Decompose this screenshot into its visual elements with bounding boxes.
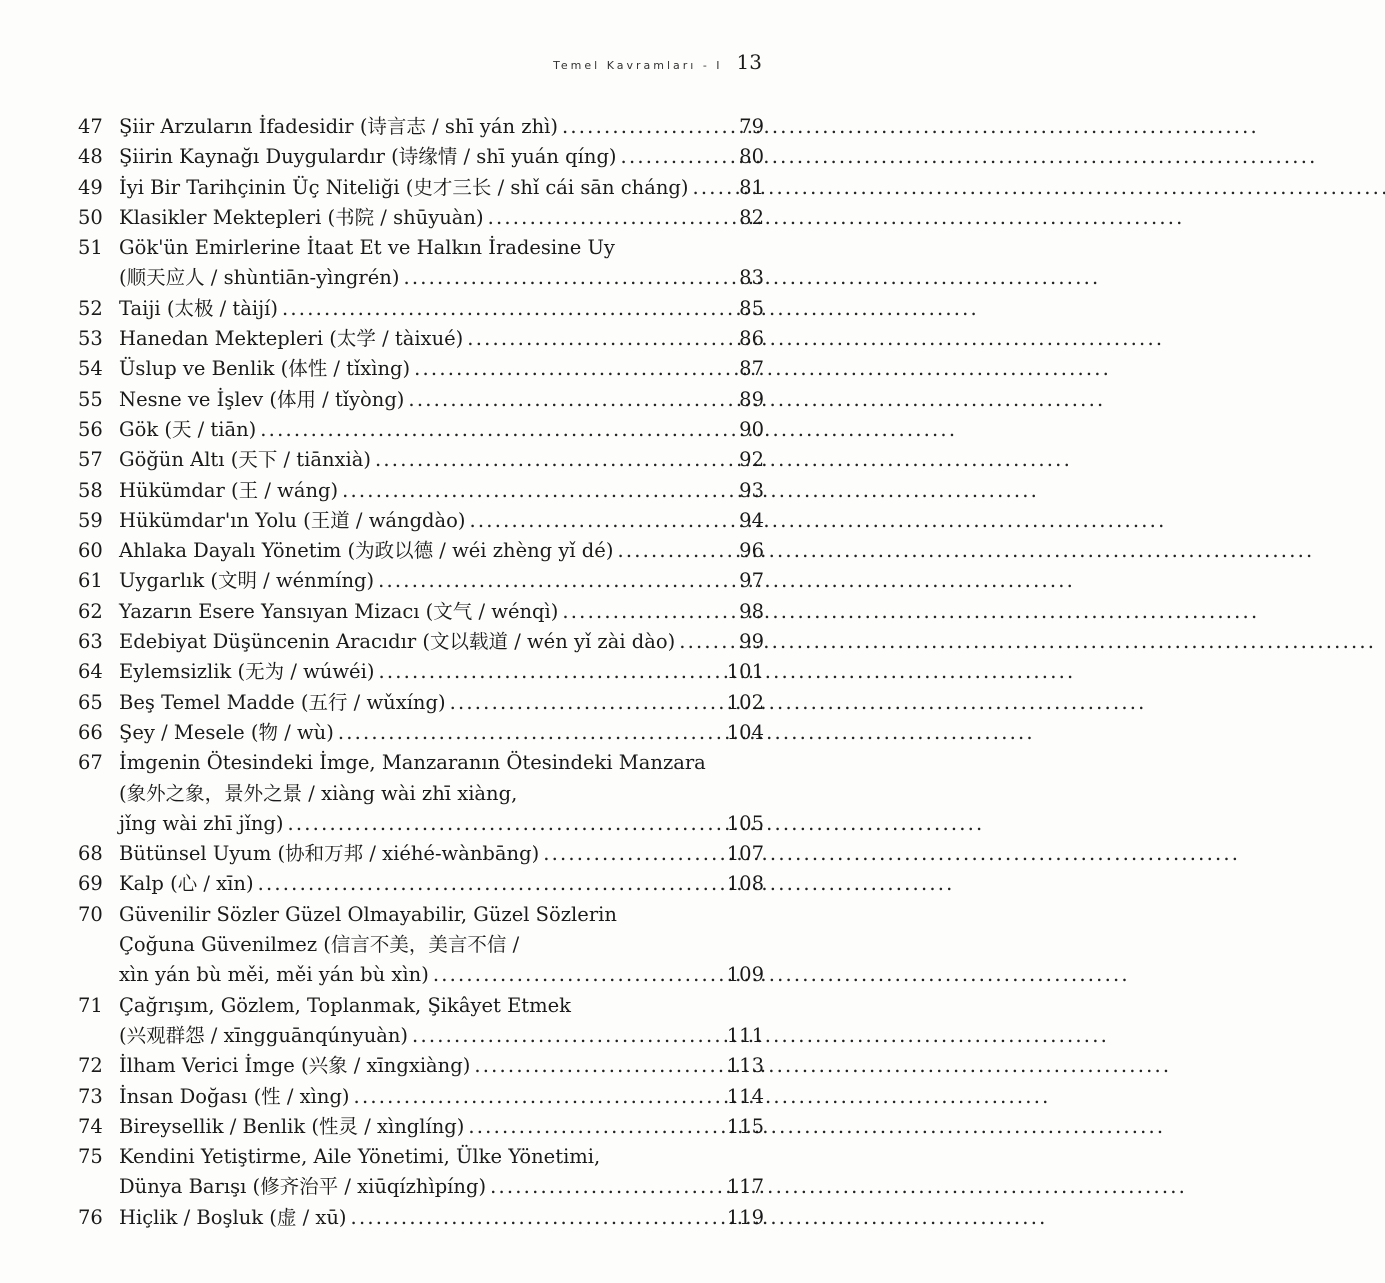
entry-number: 67	[78, 751, 103, 775]
entry-number: 76	[78, 1205, 103, 1229]
dot-leader	[562, 597, 718, 627]
entry-number: 55	[78, 387, 103, 411]
entry-page-number: 89	[739, 387, 764, 411]
entry-number: 51	[78, 236, 103, 260]
entry-number: 73	[78, 1084, 103, 1108]
entry-title-line: Şiir Arzuların İfadesidir (诗言志 / shī yán zhì)	[119, 115, 558, 138]
entry-body	[119, 415, 764, 445]
entry-body	[119, 506, 764, 536]
entry-last-line	[119, 506, 764, 536]
entry-body	[119, 354, 764, 384]
dot-leader	[621, 142, 718, 172]
entry-page-number: 111	[726, 1023, 764, 1047]
table-of-contents	[78, 112, 764, 1233]
toc-entry	[78, 294, 764, 324]
entry-body	[119, 173, 764, 203]
entry-title-line: Güvenilir Sözler Güzel Olmayabilir, Güzel Sözlerin	[119, 902, 617, 926]
entry-page-number: 117	[726, 1175, 764, 1199]
dot-leader	[408, 385, 718, 415]
entry-title-line: Hanedan Mektepleri (太学 / tàixué)	[119, 327, 464, 351]
entry-page-number: 108	[726, 872, 764, 896]
dot-leader	[433, 960, 718, 990]
entry-body	[119, 142, 764, 172]
entry-body	[119, 627, 764, 657]
entry-last-line	[119, 203, 764, 233]
entry-title-line: Kalp (心 / xīn)	[119, 872, 254, 896]
entry-last-line	[119, 173, 764, 203]
dot-leader	[490, 1172, 718, 1202]
toc-entry	[78, 627, 764, 657]
toc-entry	[78, 597, 764, 627]
entry-title-line: Edebiyat Düşüncenin Aracıdır (文以载道 / wén yǐ zài dào)	[119, 630, 676, 654]
entry-number: 52	[78, 296, 103, 320]
toc-entry	[78, 1203, 764, 1233]
entry-last-line	[119, 385, 764, 415]
entry-title-line: jǐng wài zhī jǐng)	[119, 811, 284, 835]
toc-entry	[78, 1051, 764, 1081]
entry-page-number: 113	[726, 1054, 764, 1078]
entry-number: 71	[78, 993, 103, 1017]
entry-page-number: 98	[739, 599, 764, 623]
entry-title-line: İmgenin Ötesindeki İmge, Manzaranın Ötesindeki Manzara	[119, 751, 706, 775]
toc-entry	[78, 748, 764, 839]
toc-entry	[78, 233, 764, 294]
entry-last-line	[119, 566, 764, 596]
entry-number: 54	[78, 357, 103, 381]
entry-title-line: Gök (天 / tiān)	[119, 417, 257, 441]
toc-entry	[78, 385, 764, 415]
entry-body	[119, 991, 764, 1052]
entry-last-line	[119, 112, 764, 142]
entry-title-line: Taiji (太极 / tàijí)	[119, 296, 278, 320]
entry-number: 65	[78, 690, 103, 714]
entry-body	[119, 1203, 764, 1233]
entry-number: 69	[78, 872, 103, 896]
entry-title-line: Klasikler Mektepleri (书院 / shūyuàn)	[119, 205, 484, 229]
entry-title-line: Dünya Barışı (修齐治平 / xiūqízhìpíng)	[119, 1175, 487, 1199]
entry-page-number: 99	[739, 630, 764, 654]
dot-leader	[378, 566, 718, 596]
entry-title-line: Beş Temel Madde (五行 / wǔxíng)	[119, 690, 446, 714]
toc-entry	[78, 506, 764, 536]
dot-leader	[414, 354, 718, 384]
entry-page-number: 102	[726, 690, 764, 714]
entry-body	[119, 566, 764, 596]
entry-body	[119, 869, 764, 899]
entry-page-number: 97	[739, 569, 764, 593]
toc-entry	[78, 536, 764, 566]
entry-last-line	[119, 294, 764, 324]
entry-title-line: Hiçlik / Boşluk (虚 / xū)	[119, 1205, 347, 1229]
dot-leader	[338, 718, 718, 748]
entry-title-line: Şey / Mesele (物 / wù)	[119, 720, 334, 744]
entry-last-line	[119, 688, 764, 718]
page-number: 13	[736, 50, 762, 74]
entry-body	[119, 718, 764, 748]
entry-body	[119, 1051, 764, 1081]
dot-leader	[468, 1112, 718, 1142]
entry-body	[119, 324, 764, 354]
entry-number: 58	[78, 478, 103, 502]
entry-number: 56	[78, 417, 103, 441]
toc-entry	[78, 657, 764, 687]
entry-number: 72	[78, 1054, 103, 1078]
entry-number: 74	[78, 1114, 103, 1138]
dot-leader	[378, 657, 718, 687]
dot-leader	[287, 809, 718, 839]
entry-title-line: Eylemsizlik (无为 / wúwéi)	[119, 660, 375, 684]
dot-leader	[679, 627, 718, 657]
entry-title-line: İnsan Doğası (性 / xìng)	[119, 1084, 350, 1108]
running-title: Temel Kavramları - I	[553, 59, 723, 72]
dot-leader	[562, 112, 718, 142]
dot-leader	[403, 263, 718, 293]
entry-title-line: (象外之象，景外之景 / xiàng wài zhī xiàng,	[119, 781, 518, 805]
dot-leader	[543, 839, 718, 869]
entry-number: 64	[78, 660, 103, 684]
entry-page-number: 85	[739, 296, 764, 320]
entry-body	[119, 1112, 764, 1142]
entry-page-number: 115	[726, 1114, 764, 1138]
dot-leader	[354, 1082, 718, 1112]
running-header	[553, 50, 762, 74]
entry-page-number: 82	[739, 205, 764, 229]
entry-page-number: 107	[726, 842, 764, 866]
dot-leader	[693, 173, 718, 203]
toc-entry	[78, 203, 764, 233]
entry-title-line: Çoğuna Güvenilmez (信言不美，美言不信 /	[119, 933, 520, 957]
toc-entry	[78, 900, 764, 991]
entry-last-line	[119, 1082, 764, 1112]
entry-title-line: Gök'ün Emirlerine İtaat Et ve Halkın İradesine Uy	[119, 236, 615, 260]
entry-number: 66	[78, 720, 103, 744]
entry-page-number: 109	[726, 963, 764, 987]
toc-entry	[78, 173, 764, 203]
toc-entry	[78, 112, 764, 142]
toc-entry	[78, 476, 764, 506]
entry-body	[119, 1082, 764, 1112]
toc-entry	[78, 445, 764, 475]
entry-body	[119, 900, 764, 991]
entry-body	[119, 688, 764, 718]
entry-body	[119, 112, 764, 142]
entry-body	[119, 1142, 764, 1203]
entry-last-line	[119, 445, 764, 475]
dot-leader	[488, 203, 718, 233]
entry-title-line: Bireysellik / Benlik (性灵 / xìnglíng)	[119, 1114, 465, 1138]
dot-leader	[617, 536, 718, 566]
entry-last-line	[119, 1112, 764, 1142]
entry-page-number: 90	[739, 417, 764, 441]
entry-number: 49	[78, 175, 103, 199]
dot-leader	[351, 1203, 718, 1233]
entry-title-line: xìn yán bù měi, měi yán bù xìn)	[119, 963, 429, 987]
entry-title-line: Yazarın Esere Yansıyan Mizacı (文气 / wénqì)	[119, 599, 559, 623]
dot-leader	[470, 506, 718, 536]
entry-title-line: Uygarlık (文明 / wénmíng)	[119, 569, 375, 593]
entry-body	[119, 657, 764, 687]
entry-page-number: 114	[726, 1084, 764, 1108]
entry-title-line: Üslup ve Benlik (体性 / tǐxìng)	[119, 357, 411, 381]
dot-leader	[282, 294, 718, 324]
entry-title-line: Hükümdar'ın Yolu (王道 / wángdào)	[119, 508, 466, 532]
entry-body	[119, 748, 764, 839]
entry-number: 47	[78, 115, 103, 138]
entry-last-line	[119, 809, 764, 839]
entry-number: 63	[78, 630, 103, 654]
entry-title-line: (顺天应人 / shùntiān-yìngrén)	[119, 266, 400, 290]
entry-title-line: Hükümdar (王 / wáng)	[119, 478, 339, 502]
entry-number: 75	[78, 1145, 103, 1169]
entry-title-line: (兴观群怨 / xīngguānqúnyuàn)	[119, 1023, 409, 1047]
entry-last-line	[119, 960, 764, 990]
toc-entry	[78, 991, 764, 1052]
entry-title-line: Bütünsel Uyum (协和万邦 / xiéhé-wànbāng)	[119, 842, 540, 866]
entry-last-line	[119, 476, 764, 506]
entry-page-number: 92	[739, 448, 764, 472]
toc-entry	[78, 688, 764, 718]
entry-last-line	[119, 1021, 764, 1051]
entry-page-number: 105	[726, 811, 764, 835]
entry-last-line	[119, 657, 764, 687]
toc-entry	[78, 566, 764, 596]
entry-last-line	[119, 869, 764, 899]
entry-last-line	[119, 839, 764, 869]
entry-page-number: 83	[739, 266, 764, 290]
entry-body	[119, 385, 764, 415]
dot-leader	[474, 1051, 718, 1081]
entry-last-line	[119, 718, 764, 748]
toc-entry	[78, 1142, 764, 1203]
entry-last-line	[119, 1203, 764, 1233]
dot-leader	[342, 476, 718, 506]
entry-page-number: 79	[739, 115, 764, 138]
entry-last-line	[119, 263, 764, 293]
toc-entry	[78, 354, 764, 384]
entry-number: 57	[78, 448, 103, 472]
entry-number: 50	[78, 205, 103, 229]
dot-leader	[260, 415, 718, 445]
entry-page-number: 96	[739, 539, 764, 563]
dot-leader	[258, 869, 718, 899]
entry-title-line: Kendini Yetiştirme, Aile Yönetimi, Ülke Yönetimi,	[119, 1145, 601, 1169]
entry-title-line: Nesne ve İşlev (体用 / tǐyòng)	[119, 387, 405, 411]
entry-last-line	[119, 627, 764, 657]
entry-title-line: Çağrışım, Gözlem, Toplanmak, Şikâyet Etmek	[119, 993, 571, 1017]
entry-number: 53	[78, 327, 103, 351]
entry-title-line: Göğün Altı (天下 / tiānxià)	[119, 448, 372, 472]
entry-body	[119, 233, 764, 294]
entry-page-number: 94	[739, 508, 764, 532]
entry-body	[119, 203, 764, 233]
entry-number: 70	[78, 902, 103, 926]
entry-last-line	[119, 597, 764, 627]
dot-leader	[467, 324, 718, 354]
entry-title-line: İlham Verici İmge (兴象 / xīngxiàng)	[119, 1054, 471, 1078]
entry-body	[119, 445, 764, 475]
entry-last-line	[119, 415, 764, 445]
entry-page-number: 119	[726, 1205, 764, 1229]
toc-entry	[78, 718, 764, 748]
toc-entry	[78, 869, 764, 899]
entry-number: 48	[78, 145, 103, 169]
entry-page-number: 101	[726, 660, 764, 684]
toc-entry	[78, 415, 764, 445]
entry-body	[119, 536, 764, 566]
entry-last-line	[119, 142, 764, 172]
toc-entry	[78, 142, 764, 172]
toc-entry	[78, 1082, 764, 1112]
entry-page-number: 81	[739, 175, 764, 199]
entry-body	[119, 839, 764, 869]
dot-leader	[412, 1021, 718, 1051]
entry-number: 61	[78, 569, 103, 593]
entry-body	[119, 294, 764, 324]
entry-last-line	[119, 1051, 764, 1081]
entry-page-number: 86	[739, 327, 764, 351]
toc-entry	[78, 324, 764, 354]
dot-leader	[450, 688, 718, 718]
entry-page-number: 80	[739, 145, 764, 169]
entry-last-line	[119, 536, 764, 566]
entry-last-line	[119, 324, 764, 354]
dot-leader	[375, 445, 718, 475]
entry-number: 59	[78, 508, 103, 532]
toc-entry	[78, 839, 764, 869]
entry-page-number: 87	[739, 357, 764, 381]
entry-last-line	[119, 354, 764, 384]
entry-title-line: İyi Bir Tarihçinin Üç Niteliği (史才三长 / shǐ cái sān cháng)	[119, 175, 689, 199]
entry-number: 68	[78, 842, 103, 866]
entry-number: 62	[78, 599, 103, 623]
entry-title-line: Ahlaka Dayalı Yönetim (为政以德 / wéi zhèng yǐ dé)	[119, 539, 614, 563]
entry-body	[119, 597, 764, 627]
entry-body	[119, 476, 764, 506]
toc-entry	[78, 1112, 764, 1142]
entry-title-line: Şiirin Kaynağı Duygulardır (诗缘情 / shī yuán qíng)	[119, 145, 617, 169]
entry-number: 60	[78, 539, 103, 563]
entry-page-number: 104	[726, 720, 764, 744]
entry-page-number: 93	[739, 478, 764, 502]
entry-last-line	[119, 1172, 764, 1202]
